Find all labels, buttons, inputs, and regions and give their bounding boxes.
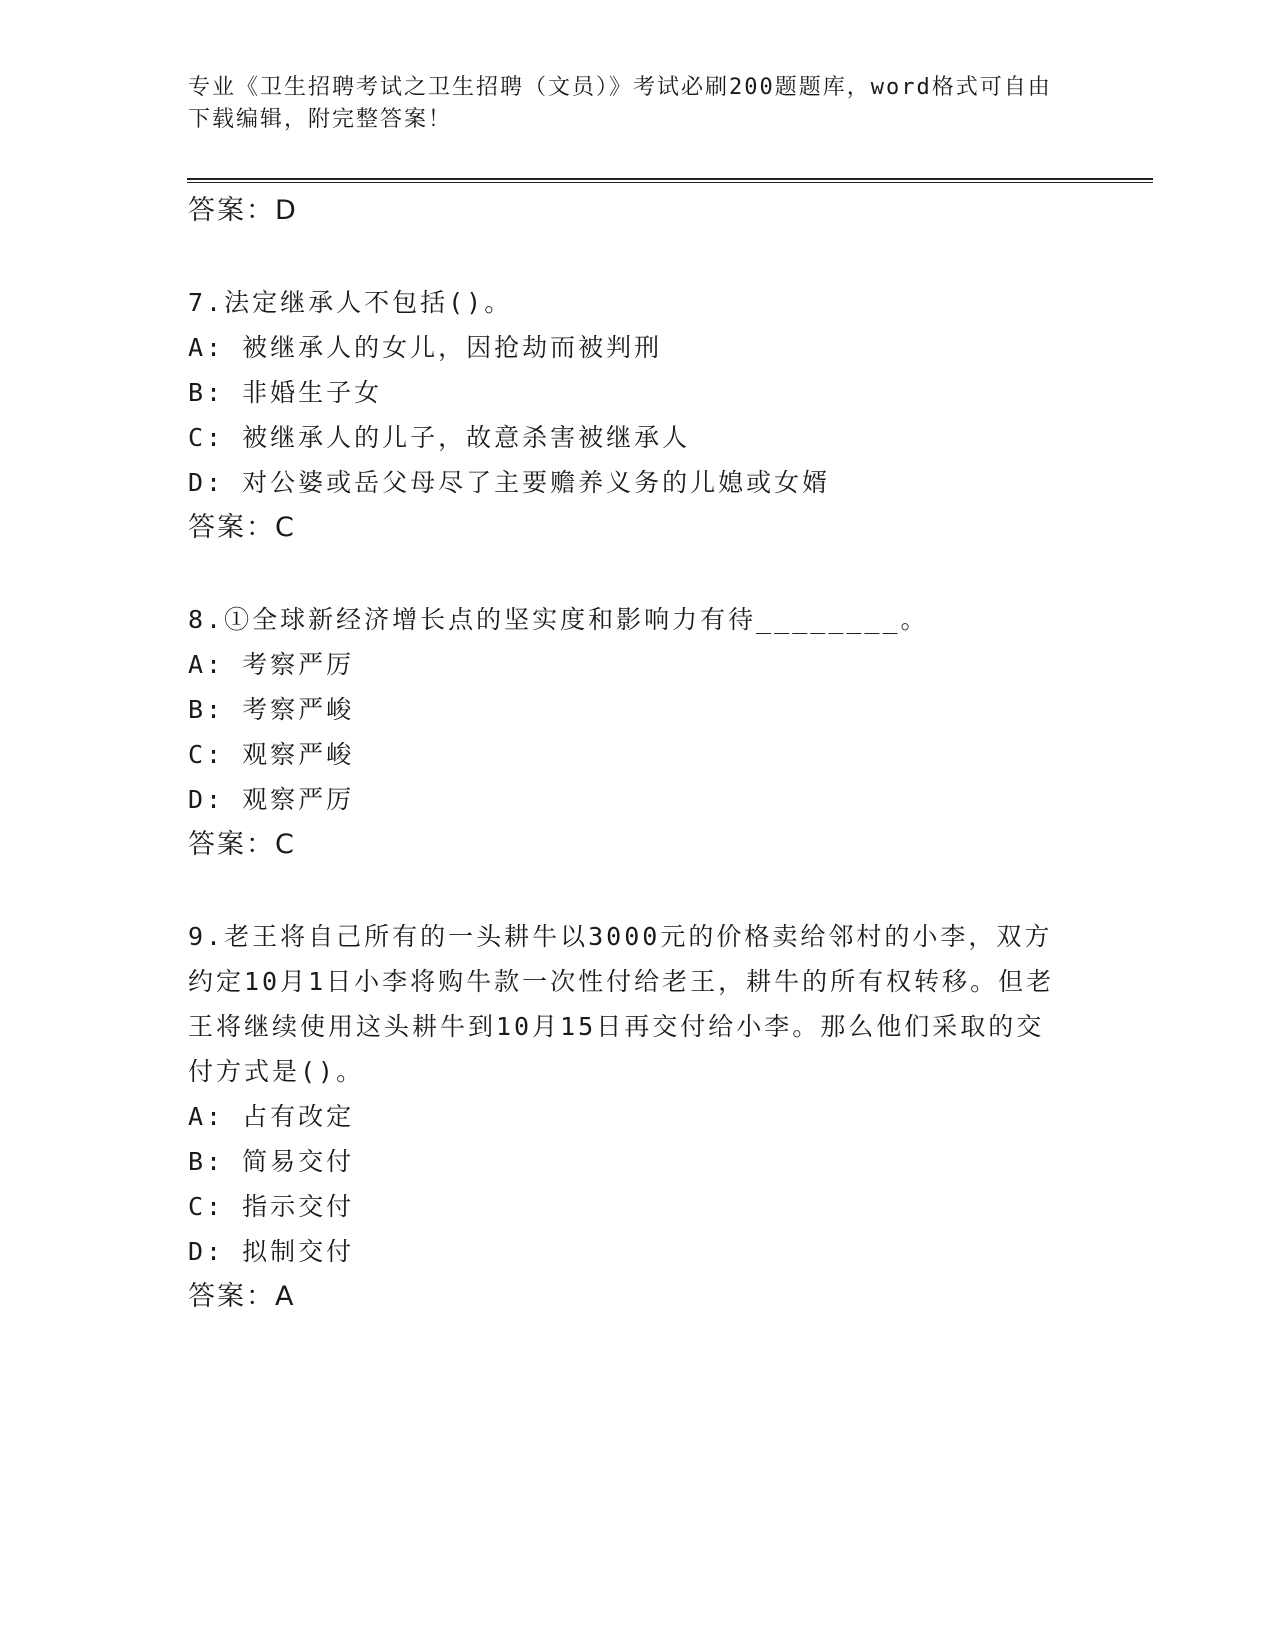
option-text: 被继承人的女儿，因抢劫而被判刑 [242, 333, 663, 362]
option-a [188, 642, 1088, 687]
option-text: 拟制交付 [242, 1237, 355, 1266]
option-key: D: [188, 785, 225, 814]
answer-label: 答案： [188, 195, 275, 226]
question-stem [188, 280, 1088, 325]
question-list [188, 188, 1088, 1319]
option-b [188, 1139, 1088, 1184]
option-b [188, 370, 1088, 415]
option-key: A: [188, 1102, 225, 1131]
question-stem [188, 597, 1088, 642]
option-d [188, 777, 1088, 822]
question-block [188, 597, 1088, 867]
option-key: C: [188, 423, 225, 452]
question-text: ①全球新经济增长点的坚实度和影响力有待________。 [224, 605, 929, 634]
answer-label: 答案： [188, 512, 275, 543]
answer-label: 答案： [188, 1281, 275, 1312]
option-key: B: [188, 1147, 225, 1176]
option-text: 观察严峻 [242, 740, 355, 769]
option-text: 考察严峻 [242, 695, 355, 724]
option-c [188, 732, 1088, 777]
question-answer [188, 822, 1088, 867]
option-key: B: [188, 695, 225, 724]
question-answer [188, 505, 1088, 550]
question-text: 法定继承人不包括()。 [224, 288, 513, 317]
option-c [188, 1184, 1088, 1229]
option-key: D: [188, 1237, 225, 1266]
option-c [188, 415, 1088, 460]
option-key: B: [188, 378, 225, 407]
option-text: 指示交付 [242, 1192, 355, 1221]
option-key: C: [188, 740, 225, 769]
option-key: D: [188, 468, 225, 497]
header-text: 专业《卫生招聘考试之卫生招聘（文员）》考试必刷200题题库，word格式可自由下载编辑，附完整答案！ [188, 75, 1052, 132]
option-key: C: [188, 1192, 225, 1221]
option-a [188, 325, 1088, 370]
answer-value: A [275, 1281, 296, 1312]
answer-value: C [275, 512, 296, 543]
option-key: A: [188, 333, 225, 362]
question-answer [188, 1274, 1088, 1319]
option-a [188, 1094, 1088, 1139]
question-number: 9. [188, 922, 225, 951]
option-d [188, 460, 1088, 505]
question-block [188, 280, 1088, 550]
option-text: 对公婆或岳父母尽了主要赡养义务的儿媳或女婿 [242, 468, 831, 497]
previous-answer [188, 188, 1088, 233]
question-number: 8. [188, 605, 225, 634]
option-text: 简易交付 [242, 1147, 355, 1176]
question-number: 7. [188, 288, 225, 317]
option-d [188, 1229, 1088, 1274]
option-text: 被继承人的儿子，故意杀害被继承人 [242, 423, 691, 452]
answer-value: C [275, 829, 296, 860]
option-b [188, 687, 1088, 732]
option-text: 考察严厉 [242, 650, 355, 679]
document-header [188, 72, 1068, 136]
option-key: A: [188, 650, 225, 679]
question-block [188, 914, 1088, 1319]
question-stem [188, 914, 1068, 1094]
answer-label: 答案： [188, 829, 275, 860]
answer-value: D [275, 195, 298, 226]
header-divider [187, 178, 1153, 183]
option-text: 观察严厉 [242, 785, 355, 814]
option-text: 占有改定 [242, 1102, 355, 1131]
option-text: 非婚生子女 [242, 378, 383, 407]
question-text: 老王将自己所有的一头耕牛以3000元的价格卖给邻村的小李，双方约定10月1日小李将购牛款一次性付给老王，耕牛的所有权转移。但老王将继续使用这头耕牛到10月15日再交付给小李。那么他们采取的交付方式是()。 [188, 922, 1055, 1086]
